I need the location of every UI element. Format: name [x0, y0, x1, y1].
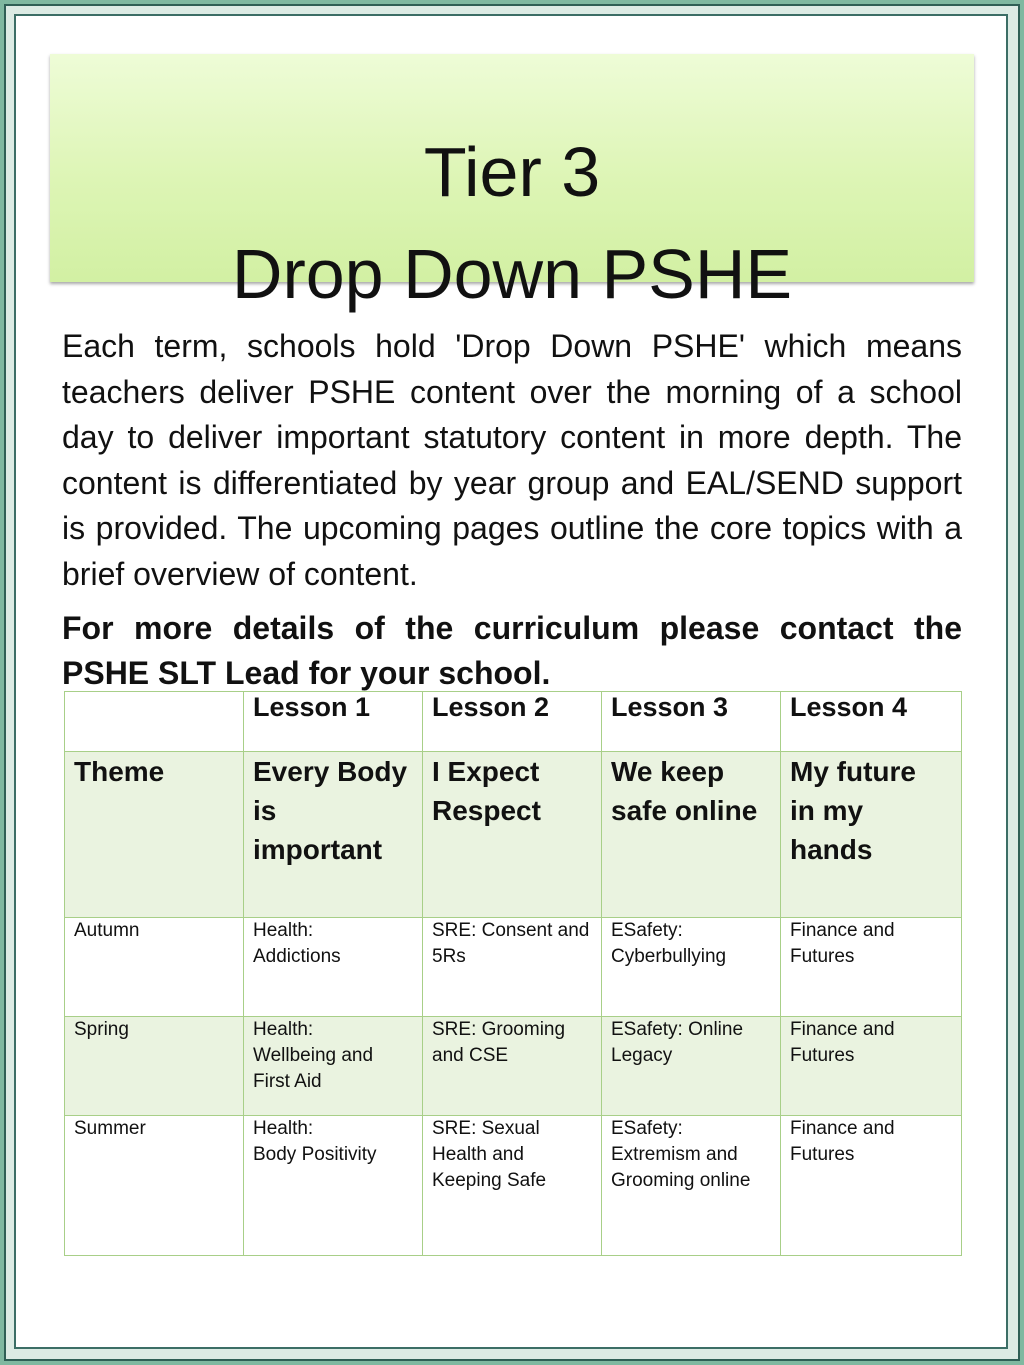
- table-row-summer: [65, 1116, 962, 1256]
- theme-lesson-1: Every Body is important: [244, 752, 423, 918]
- table-cell: ESafety: Online Legacy: [602, 1017, 781, 1116]
- title-banner: [50, 54, 974, 313]
- term-label-summer: Summer: [65, 1116, 244, 1256]
- contact-note: For more details of the curriculum please contact the PSHE SLT Lead for your school.: [62, 610, 962, 691]
- lesson-table: [64, 691, 962, 1256]
- term-label-autumn: Autumn: [65, 918, 244, 1017]
- header-cell-lesson-1: Lesson 1: [244, 692, 423, 752]
- theme-lesson-2: I Expect Respect: [423, 752, 602, 918]
- table-row-autumn: [65, 918, 962, 1017]
- header-cell-empty: [65, 692, 244, 752]
- table-cell: Health: Wellbeing and First Aid: [244, 1017, 423, 1116]
- header-cell-lesson-3: Lesson 3: [602, 692, 781, 752]
- term-label-spring: Spring: [65, 1017, 244, 1116]
- table-cell: SRE: Consent and 5Rs: [423, 918, 602, 1017]
- theme-label: Theme: [65, 752, 244, 918]
- table-row-theme: [65, 752, 962, 918]
- theme-lesson-3: We keep safe online: [602, 752, 781, 918]
- intro-paragraph: Each term, schools hold 'Drop Down PSHE' which means teachers deliver PSHE content over the morning of a school day to deliver important statutory content in more depth. The content is differentiated by year group and EAL/SEND support is provided. The upcoming pages outline the core topics with a brief overview of content.: [62, 328, 962, 592]
- table-cell: Finance and Futures: [781, 1116, 962, 1256]
- table-cell: Health: Body Positivity: [244, 1116, 423, 1256]
- table-cell: Finance and Futures: [781, 1017, 962, 1116]
- title-tier: Tier 3: [423, 133, 601, 211]
- header-cell-lesson-4: Lesson 4: [781, 692, 962, 752]
- header-cell-lesson-2: Lesson 2: [423, 692, 602, 752]
- table-cell: ESafety: Cyberbullying: [602, 918, 781, 1017]
- table-cell: Health: Addictions: [244, 918, 423, 1017]
- table-row-spring: [65, 1017, 962, 1116]
- theme-lesson-4: My future in my hands: [781, 752, 962, 918]
- table-cell: Finance and Futures: [781, 918, 962, 1017]
- table-cell: SRE: Grooming and CSE: [423, 1017, 602, 1116]
- table-cell: SRE: Sexual Health and Keeping Safe: [423, 1116, 602, 1256]
- table-header-row: [65, 692, 962, 752]
- table-cell: ESafety: Extremism and Grooming online: [602, 1116, 781, 1256]
- title-heading: Drop Down PSHE: [231, 235, 793, 313]
